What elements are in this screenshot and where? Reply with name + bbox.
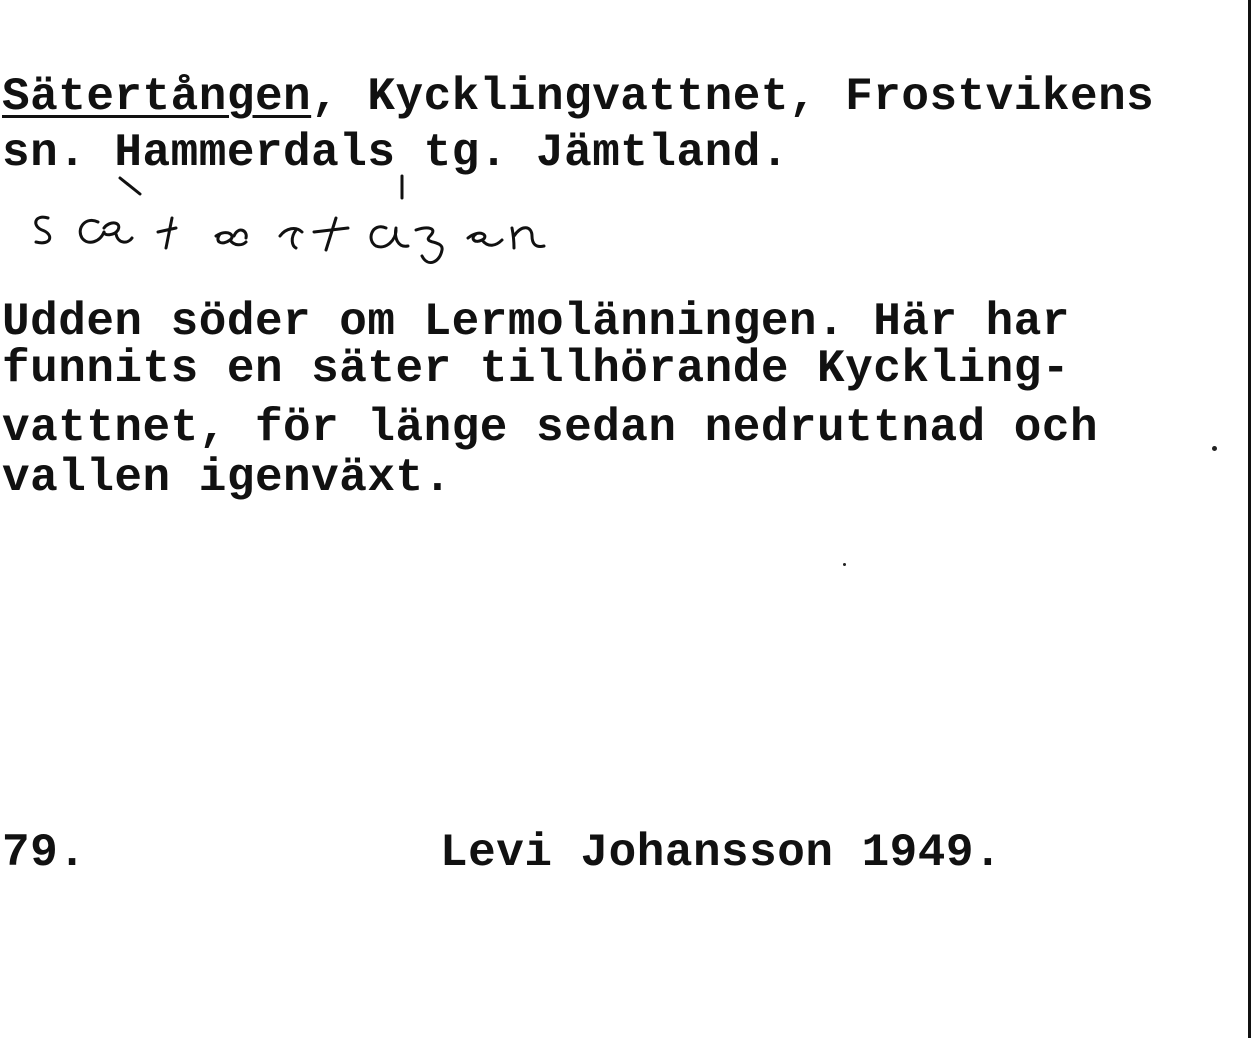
- card-border: [1248, 0, 1251, 1038]
- signature: Levi Johansson 1949.: [440, 827, 1003, 879]
- headword: Sätertången: [2, 71, 312, 123]
- ink-speck: [1212, 446, 1217, 451]
- location-text: , Kycklingvattnet, Frostvikens: [311, 71, 1155, 123]
- location-line-2: sn. Hammerdals tg. Jämtland.: [2, 127, 789, 179]
- ink-speck: [843, 563, 846, 566]
- body-line: vattnet, för länge sedan nedruttnad och: [2, 402, 1099, 454]
- heading-line: [2, 71, 1155, 123]
- card-number: 79.: [2, 827, 87, 879]
- body-line: Udden söder om Lermolänningen. Här har: [2, 296, 1070, 348]
- handwritten-phonetic-transcription: [20, 166, 640, 276]
- body-line: vallen igenväxt.: [2, 452, 452, 504]
- body-line: funnits en säter tillhörande Kyckling-: [2, 343, 1070, 395]
